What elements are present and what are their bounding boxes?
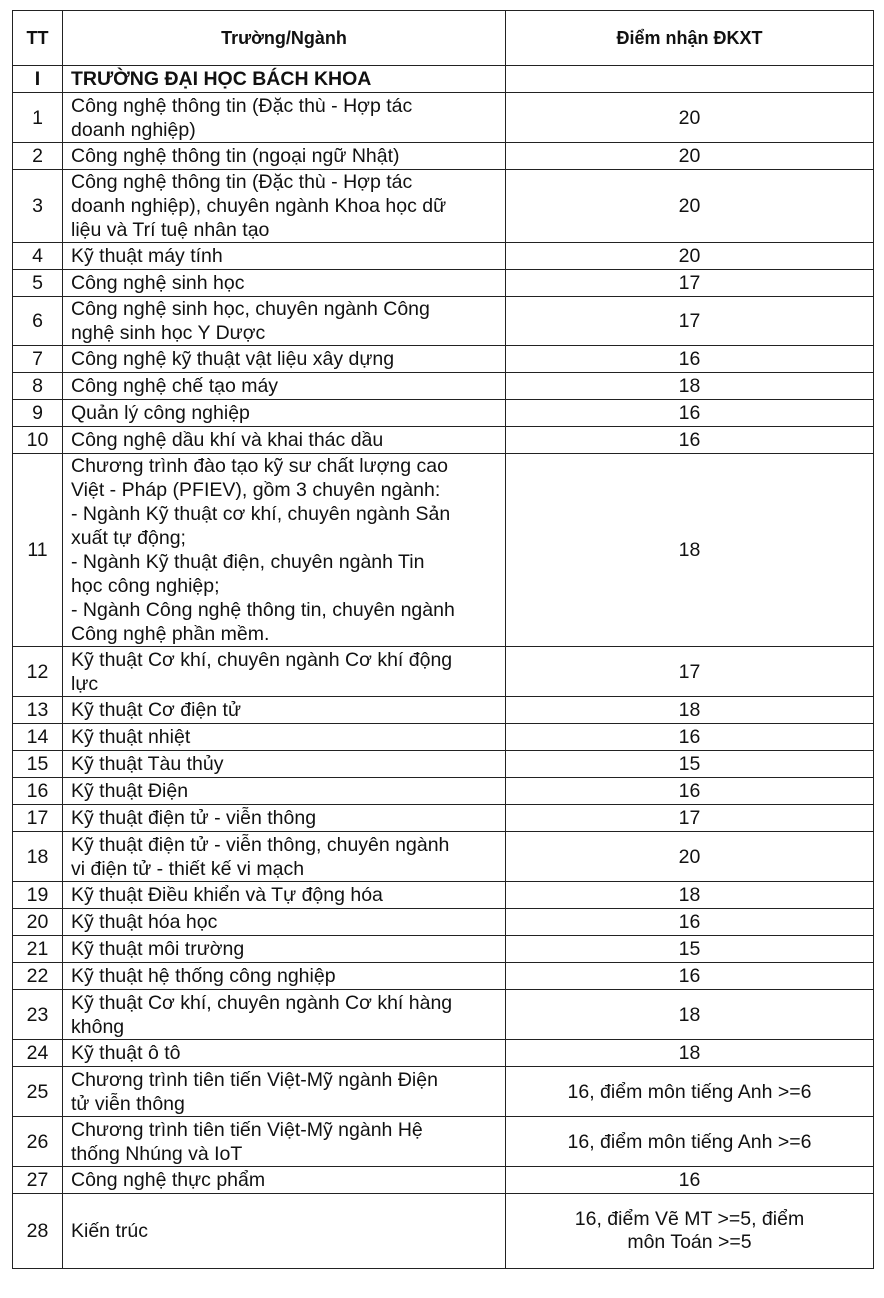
- table-row: [13, 297, 874, 346]
- table-row: [13, 1167, 874, 1194]
- section-name: TRƯỜNG ĐẠI HỌC BÁCH KHOA: [63, 66, 506, 93]
- row-tt: 28: [13, 1194, 63, 1269]
- row-tt: 27: [13, 1167, 63, 1194]
- table-row: [13, 1117, 874, 1167]
- table-header: [13, 11, 874, 66]
- row-score: 17: [506, 270, 874, 297]
- row-tt: 22: [13, 963, 63, 990]
- row-tt: 21: [13, 936, 63, 963]
- row-name: Công nghệ sinh học, chuyên ngành Công nghệ sinh học Y Dược: [63, 297, 506, 346]
- row-tt: 14: [13, 724, 63, 751]
- row-name: Kỹ thuật Cơ khí, chuyên ngành Cơ khí hàng không: [63, 990, 506, 1040]
- table-row: [13, 832, 874, 882]
- table-row: [13, 963, 874, 990]
- row-name: Công nghệ chế tạo máy: [63, 373, 506, 400]
- row-name: Kỹ thuật hệ thống công nghiệp: [63, 963, 506, 990]
- row-tt: 11: [13, 454, 63, 647]
- row-name: Kỹ thuật Điện: [63, 778, 506, 805]
- row-score: 17: [506, 297, 874, 346]
- row-name: Kỹ thuật ô tô: [63, 1040, 506, 1067]
- row-name: Chương trình tiên tiến Việt-Mỹ ngành Điện tử viễn thông: [63, 1067, 506, 1117]
- table-row: [13, 427, 874, 454]
- table-row: [13, 346, 874, 373]
- header-score: Điểm nhận ĐKXT: [506, 11, 874, 66]
- table-row: [13, 778, 874, 805]
- table-row: [13, 882, 874, 909]
- table-row: [13, 270, 874, 297]
- table-row: [13, 697, 874, 724]
- row-score: 20: [506, 832, 874, 882]
- section-row: [13, 66, 874, 93]
- table-row: [13, 400, 874, 427]
- row-name: Công nghệ dầu khí và khai thác dầu: [63, 427, 506, 454]
- row-score: 16: [506, 724, 874, 751]
- row-score: 16, điểm môn tiếng Anh >=6: [506, 1067, 874, 1117]
- row-tt: 26: [13, 1117, 63, 1167]
- table-row: [13, 647, 874, 697]
- table-row: [13, 936, 874, 963]
- row-score: 20: [506, 93, 874, 143]
- row-name: Chương trình đào tạo kỹ sư chất lượng cao Việt - Pháp (PFIEV), gồm 3 chuyên ngành: - Ngành Kỹ thuật cơ khí, chuyên ngành Sản xuất tự động; - Ngành Kỹ thuật điện, chuyên ngành Tin học công nghiệp; - Ngành Công nghệ thông tin, chuyên ngành Công nghệ phần mềm.: [63, 454, 506, 647]
- table-row: [13, 990, 874, 1040]
- row-name: Công nghệ thực phẩm: [63, 1167, 506, 1194]
- row-tt: 17: [13, 805, 63, 832]
- section-score: [506, 66, 874, 93]
- row-score: 20: [506, 143, 874, 170]
- admission-score-table: [12, 10, 874, 1269]
- row-score: 15: [506, 936, 874, 963]
- row-score: 16: [506, 427, 874, 454]
- row-score: 16, điểm Vẽ MT >=5, điểm môn Toán >=5: [506, 1194, 874, 1269]
- row-name: Kỹ thuật Cơ điện tử: [63, 697, 506, 724]
- row-name: Kỹ thuật máy tính: [63, 243, 506, 270]
- row-score: 16: [506, 1167, 874, 1194]
- table-row: [13, 170, 874, 243]
- row-name: Kỹ thuật điện tử - viễn thông: [63, 805, 506, 832]
- row-tt: 24: [13, 1040, 63, 1067]
- row-tt: 16: [13, 778, 63, 805]
- row-tt: 5: [13, 270, 63, 297]
- section-tt: I: [13, 66, 63, 93]
- row-score: 18: [506, 697, 874, 724]
- row-score: 20: [506, 170, 874, 243]
- header-name: Trường/Ngành: [63, 11, 506, 66]
- row-tt: 4: [13, 243, 63, 270]
- row-name: Kỹ thuật nhiệt: [63, 724, 506, 751]
- row-name: Chương trình tiên tiến Việt-Mỹ ngành Hệ thống Nhúng và IoT: [63, 1117, 506, 1167]
- row-tt: 7: [13, 346, 63, 373]
- row-score: 18: [506, 1040, 874, 1067]
- row-tt: 23: [13, 990, 63, 1040]
- row-tt: 20: [13, 909, 63, 936]
- row-score: 17: [506, 647, 874, 697]
- row-name: Công nghệ thông tin (Đặc thù - Hợp tác doanh nghiệp): [63, 93, 506, 143]
- header-tt: TT: [13, 11, 63, 66]
- table-row: [13, 909, 874, 936]
- row-score: 16: [506, 963, 874, 990]
- row-score: 16: [506, 346, 874, 373]
- row-name: Kỹ thuật Cơ khí, chuyên ngành Cơ khí động lực: [63, 647, 506, 697]
- row-score: 15: [506, 751, 874, 778]
- row-score: 18: [506, 882, 874, 909]
- table-body: [13, 66, 874, 1269]
- table-row: [13, 1194, 874, 1269]
- row-name: Công nghệ kỹ thuật vật liệu xây dựng: [63, 346, 506, 373]
- table-row: [13, 805, 874, 832]
- row-name: Quản lý công nghiệp: [63, 400, 506, 427]
- row-name: Công nghệ sinh học: [63, 270, 506, 297]
- table-row: [13, 1067, 874, 1117]
- table-row: [13, 373, 874, 400]
- table-row: [13, 751, 874, 778]
- row-name: Công nghệ thông tin (ngoại ngữ Nhật): [63, 143, 506, 170]
- row-score: 16: [506, 778, 874, 805]
- row-tt: 1: [13, 93, 63, 143]
- table-row: [13, 454, 874, 647]
- row-name: Công nghệ thông tin (Đặc thù - Hợp tác doanh nghiệp), chuyên ngành Khoa học dữ liệu và Trí tuệ nhân tạo: [63, 170, 506, 243]
- row-name: Kỹ thuật hóa học: [63, 909, 506, 936]
- row-score: 20: [506, 243, 874, 270]
- table-row: [13, 243, 874, 270]
- header-row: [13, 11, 874, 66]
- row-tt: 12: [13, 647, 63, 697]
- row-tt: 10: [13, 427, 63, 454]
- table-row: [13, 1040, 874, 1067]
- table-row: [13, 724, 874, 751]
- row-tt: 15: [13, 751, 63, 778]
- row-tt: 9: [13, 400, 63, 427]
- row-score: 18: [506, 373, 874, 400]
- row-score: 16, điểm môn tiếng Anh >=6: [506, 1117, 874, 1167]
- table-row: [13, 93, 874, 143]
- row-tt: 2: [13, 143, 63, 170]
- row-name: Kỹ thuật điện tử - viễn thông, chuyên ngành vi điện tử - thiết kế vi mạch: [63, 832, 506, 882]
- row-tt: 13: [13, 697, 63, 724]
- row-tt: 8: [13, 373, 63, 400]
- row-tt: 19: [13, 882, 63, 909]
- row-tt: 3: [13, 170, 63, 243]
- row-tt: 25: [13, 1067, 63, 1117]
- row-tt: 18: [13, 832, 63, 882]
- row-score: 16: [506, 909, 874, 936]
- row-score: 17: [506, 805, 874, 832]
- row-score: 18: [506, 990, 874, 1040]
- row-name: Kỹ thuật Tàu thủy: [63, 751, 506, 778]
- row-name: Kỹ thuật môi trường: [63, 936, 506, 963]
- row-score: 16: [506, 400, 874, 427]
- row-score: 18: [506, 454, 874, 647]
- row-name: Kỹ thuật Điều khiển và Tự động hóa: [63, 882, 506, 909]
- row-tt: 6: [13, 297, 63, 346]
- row-name: Kiến trúc: [63, 1194, 506, 1269]
- table-row: [13, 143, 874, 170]
